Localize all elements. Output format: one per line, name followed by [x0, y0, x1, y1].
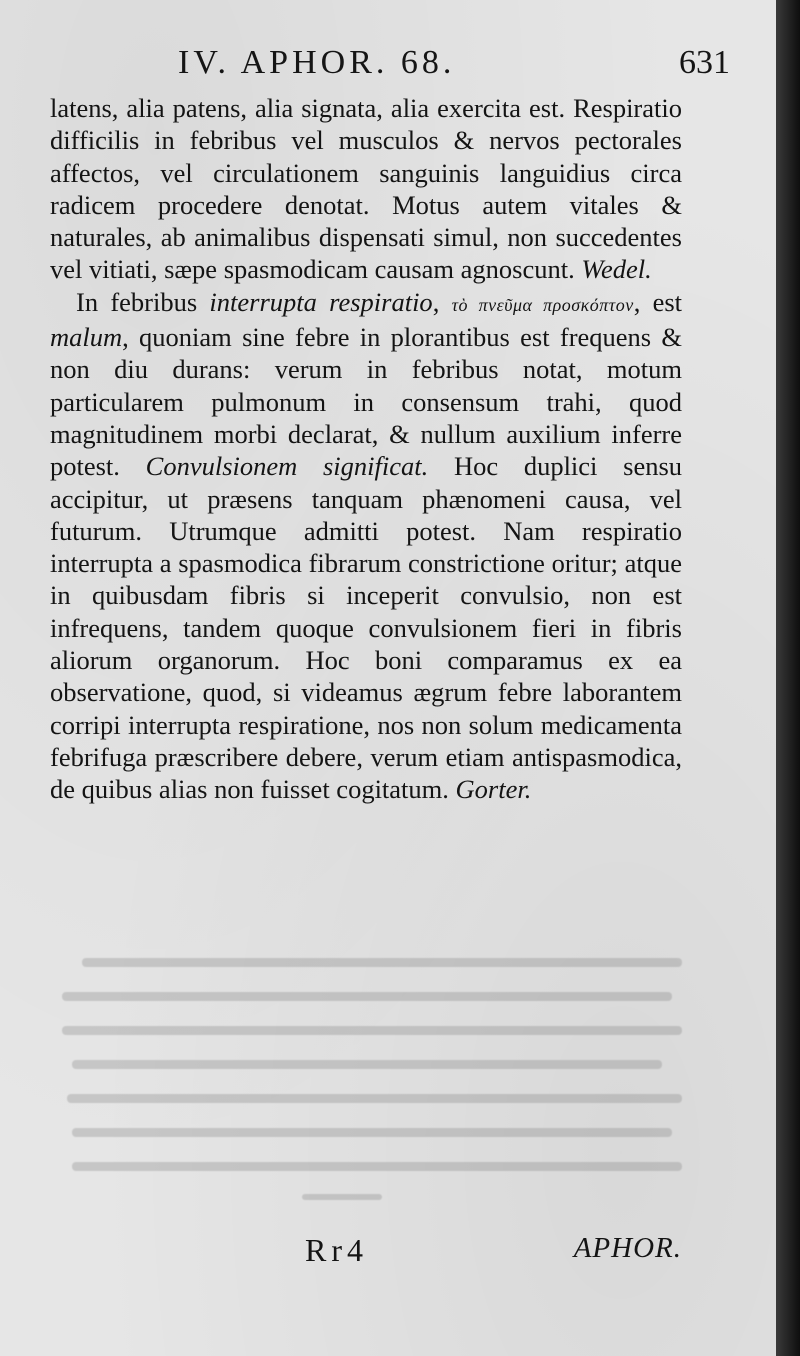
- paragraph-2-est: , est: [633, 286, 683, 317]
- paragraph-2: In febribus interrupta respiratio, τὸ πνεῦμα προσκόπτον, est malum, quoniam sine febre in plorantibus est frequens & non diu durans: verum in febribus notat, motum particularem pulmonum in consensum trahi, quod magnitudinem morbi declarat, & nullum auxilium inferre potest. Convulsionem significat. Hoc duplici sensu accipitur, ut præsens tanquam phænomeni causa, vel futurum. Utrumque admitti potest. Nam respiratio interrupta a spasmodica fibrarum constrictione oritur; atque in quibusdam fibris si inceperit convulsio, non est infrequens, tandem quoque convulsionem fieri in fibris aliorum organorum. Hoc boni comparamus ex ea observatione, quod, si videamus ægrum febre laborantem corripi interrupta respiratione, nos non solum medicamenta febrifuga præscribere debere, verum etiam antispasmodica, de quibus alias non fuisset cogitatum. Gorter.: [50, 286, 683, 805]
- greek-phrase: τὸ πνεῦμα προσκόπτον: [451, 294, 634, 315]
- page-number: 631: [679, 44, 730, 81]
- paragraph-1-text: latens, alia patens, alia signata, alia exercita est. Respiratio difficilis in febribus vel musculos & nervos pectorales affectos, vel circulationem sanguinis languidius circa radicem procedere denotat. Motus autem vitales & naturales, ab animalibus dispensati simul, non succedentes vel vitiati, sæpe spasmodicam causam agnoscunt.: [50, 93, 682, 285]
- body-text: [50, 92, 682, 806]
- running-header: [50, 44, 730, 84]
- paragraph-2-intro: In febribus: [76, 286, 198, 317]
- page-edge-shadow: [776, 0, 800, 1356]
- show-through-bleed: [50, 950, 682, 1210]
- author-citation-gorter: Gorter.: [455, 774, 532, 805]
- italic-phrase-interrupta-respiratio: interrupta respiratio: [209, 286, 433, 317]
- paragraph-2-text-1: , quoniam sine febre in plorantibus est frequens & non diu durans: verum in febribus notat, motum particularem pulmonum in consensum trahi, quod magnitudinem morbi declarat, & nullum auxilium inferre potest.: [50, 322, 682, 482]
- signature-mark: Rr4: [305, 1232, 368, 1268]
- italic-phrase-convulsionem: Convulsionem significat.: [145, 451, 429, 482]
- page-footer: [50, 1232, 682, 1272]
- paragraph-1: [50, 92, 682, 286]
- header-title: IV. APHOR. 68.: [178, 44, 456, 81]
- show-through-texture: [50, 950, 682, 1200]
- catchword: APHOR.: [573, 1232, 682, 1264]
- italic-word-malum: malum: [50, 322, 123, 353]
- author-citation-wedel: Wedel.: [581, 254, 652, 285]
- paragraph-2-text-2: Hoc duplici sensu accipitur, ut præsens tanquam phænomeni causa, vel futurum. Utrumque admitti potest. Nam respiratio interrupta a spasmodica fibrarum constrictione oritur; atque in quibusdam fibris si inceperit convulsio, non est infrequens, tandem quoque convulsionem fieri in fibris aliorum organorum. Hoc boni comparamus ex ea observatione, quod, si videamus ægrum febre laborantem corripi interrupta respiratione, nos non solum medicamenta febrifuga præscribere debere, verum etiam antispasmodica, de quibus alias non fuisset cogitatum.: [50, 451, 683, 805]
